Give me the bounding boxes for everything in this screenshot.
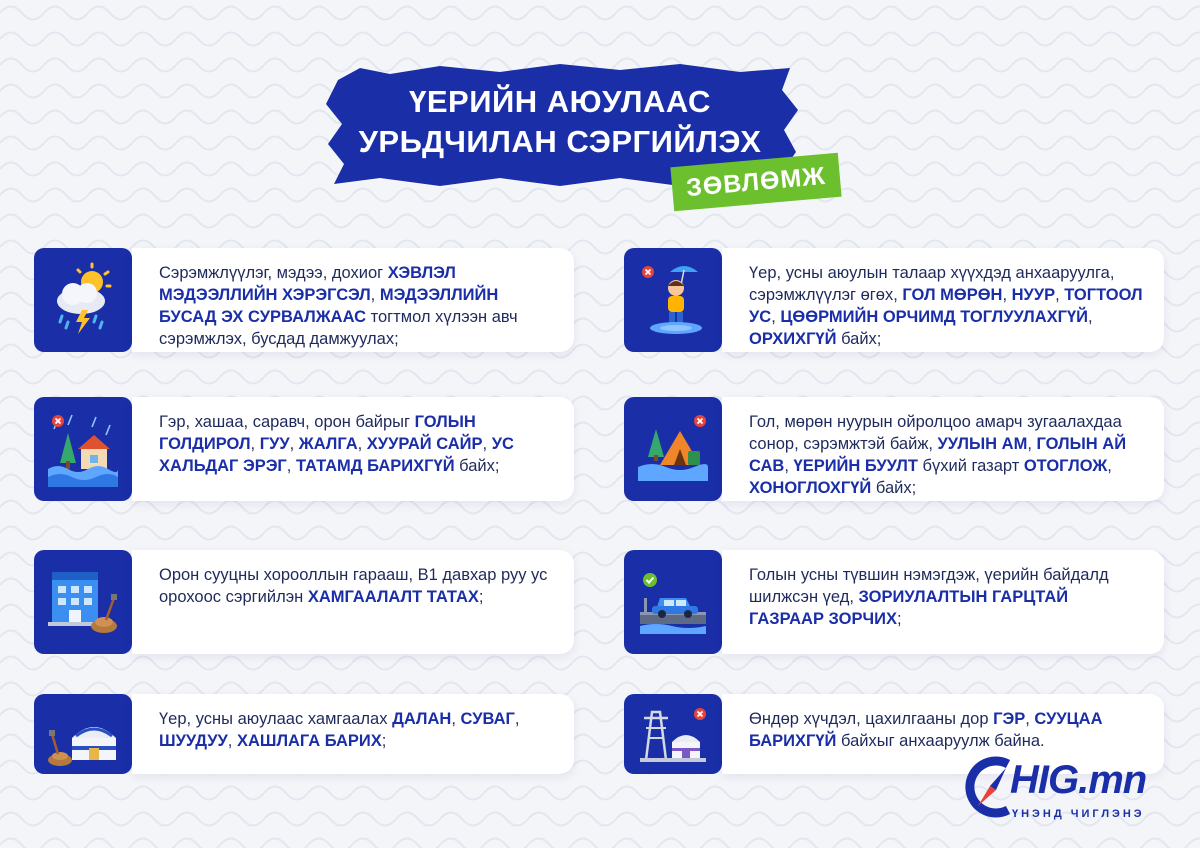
tip-text-segment: , [1027,435,1037,453]
camping-tent-icon [638,411,708,487]
logo-wordmark: HIG.mn [1010,758,1147,802]
tip-text-segment: байх; [454,457,500,475]
tip-text-segment: , [370,286,380,304]
car-bridge-icon [638,564,708,640]
tip-text-segment: ; [478,588,484,606]
tip-text-segment: бүхий газарт [917,457,1024,475]
tip-text-segment: , [1088,308,1093,326]
tip-emphasis: ГЭР [993,710,1026,728]
tip-emphasis: ГОЛЫН ГОЛДИРОЛ [159,413,476,453]
tip-text-segment: тогтмол хүлээн авч сэрэмжлэх, бусдад дамжуулах; [159,308,518,348]
tip-card-5 [624,248,1164,352]
tip-card-7 [624,550,1164,654]
tip-text-segment: , [1025,710,1035,728]
tip-emphasis: ХЭВЛЭЛ МЭДЭЭЛЛИЙН ХЭРЭГСЭЛ [159,264,456,304]
tip-emphasis: ДАЛАН [392,710,452,728]
tip-text-segment: байх; [836,330,882,348]
tip-text-segment: , [250,435,260,453]
powerline-ger-icon [638,698,708,774]
tip-card-1 [34,248,574,352]
tip-card-icon-box [34,694,132,774]
tip-emphasis: УУЛЫН АМ [937,435,1028,453]
tip-emphasis: ГОЛ МӨРӨН [902,286,1003,304]
tip-text-segment: , [1107,457,1112,475]
tip-emphasis: ХАМГААЛАЛТ ТАТАХ [307,588,479,606]
tip-card-icon-box [624,397,722,501]
tip-text [132,248,574,352]
tip-text-segment: Орон сууцны хорооллын гарааш, В1 давхар руу ус орохоос сэргийлэн [159,566,548,606]
tip-card-icon-box [624,694,722,774]
tip-text-segment: , [227,732,237,750]
tip-text [722,550,1164,654]
tip-emphasis: ХОНОГЛОХГҮЙ [749,479,872,497]
tip-text [132,694,574,774]
tip-emphasis: СУВАГ [460,710,515,728]
tip-emphasis: УС ХАЛЬДАГ ЭРЭГ [159,435,514,475]
flooded-house-icon [48,411,118,487]
tip-text-segment: Гол, мөрөн нуурын ойролцоо амарч зугаалахдаа сонор, сэрэмжтэй байж, [749,413,1122,453]
tip-emphasis: ЗОРИУЛАЛТЫН ГАРЦТАЙ ГАЗРААР ЗОРЧИХ [749,588,1069,628]
tip-card-icon-box [34,397,132,501]
tip-text [132,550,574,654]
title-line-2: УРЬДЧИЛАН СЭРГИЙЛЭХ [358,124,762,159]
tip-card-icon-box [624,248,722,352]
tip-emphasis: ХУУРАЙ САЙР [366,435,483,453]
tip-emphasis: ТОГТООЛ УС [749,286,1143,326]
tip-text-segment: , [514,710,520,728]
tip-emphasis: ГУУ [259,435,290,453]
tip-card-icon-box [34,550,132,654]
advice-badge: ЗӨВЛӨМЖ [670,153,841,211]
tip-text [722,248,1164,352]
tip-card-6 [624,397,1164,501]
tip-emphasis: МЭДЭЭЛЛИЙН БУСАД ЭХ СУРВАЛЖААС [159,286,499,326]
tip-text-segment: Голын усны түвшин нэмэгдэж, үерийн байдалд шилжсэн үед, [749,566,1109,606]
tip-text-segment: Үер, усны аюулын талаар хүүхдэд анхааруулга, сэрэмжлүүлэг өгөх, [749,264,1115,304]
title-line-1: ҮЕРИЙН АЮУЛААС [409,84,711,119]
tip-card-4 [34,694,574,774]
tip-card-icon-box [34,248,132,352]
child-umbrella-icon [638,262,708,338]
tip-emphasis: ГОЛЫН АЙ САВ [749,435,1127,475]
tip-text-segment: Сэрэмжлүүлэг, мэдээ, дохиог [159,264,388,282]
tip-card-3 [34,550,574,654]
tip-text-segment: байх; [871,479,917,497]
chig-mn-logo [960,752,1180,832]
tip-text-segment: , [482,435,492,453]
tip-text-segment: байхыг анхааруулж байна. [836,732,1045,750]
tip-emphasis: ҮЕРИЙН БУУЛТ [793,457,918,475]
tip-emphasis: ТАТАМД БАРИХГҮЙ [295,457,455,475]
header [320,60,850,210]
tip-text-segment: , [771,308,781,326]
tip-emphasis: ХАШЛАГА БАРИХ [236,732,382,750]
building-sandbag-icon [48,564,118,640]
ger-dam-icon [48,698,118,774]
tip-text-segment: , [286,457,296,475]
tip-emphasis: НУУР [1011,286,1056,304]
tip-emphasis: ЖАЛГА [298,435,358,453]
tip-text [722,397,1164,501]
tip-text-segment: , [784,457,794,475]
tip-text-segment: Үер, усны аюулаас хамгаалах [159,710,393,728]
tip-text-segment: ; [381,732,387,750]
storm-cloud-icon [48,262,118,338]
tip-emphasis: ОРХИХГҮЙ [749,330,837,348]
tip-text-segment: Гэр, хашаа, саравч, орон байрыг [159,413,415,431]
tip-emphasis: ШУУДУУ [159,732,228,750]
tip-text-segment: , [1002,286,1012,304]
logo-tagline: ҮНЭНД ЧИГЛЭНЭ [1012,808,1145,820]
tip-text-segment: , [357,435,367,453]
tip-emphasis: ОТОГЛОЖ [1023,457,1108,475]
tip-text-segment: , [289,435,299,453]
tip-emphasis: ЦӨӨРМИЙН ОРЧИМД ТОГЛУУЛАХГҮЙ [780,308,1089,326]
tip-card-icon-box [624,550,722,654]
tip-text [132,397,574,501]
tip-emphasis: СУУЦАА БАРИХГҮЙ [749,710,1103,750]
tip-text-segment: , [1055,286,1065,304]
tip-text-segment: ; [896,610,902,628]
tip-text-segment: , [451,710,461,728]
tip-text-segment: Өндөр хүчдэл, цахилгааны дор [749,710,994,728]
tip-card-2 [34,397,574,501]
